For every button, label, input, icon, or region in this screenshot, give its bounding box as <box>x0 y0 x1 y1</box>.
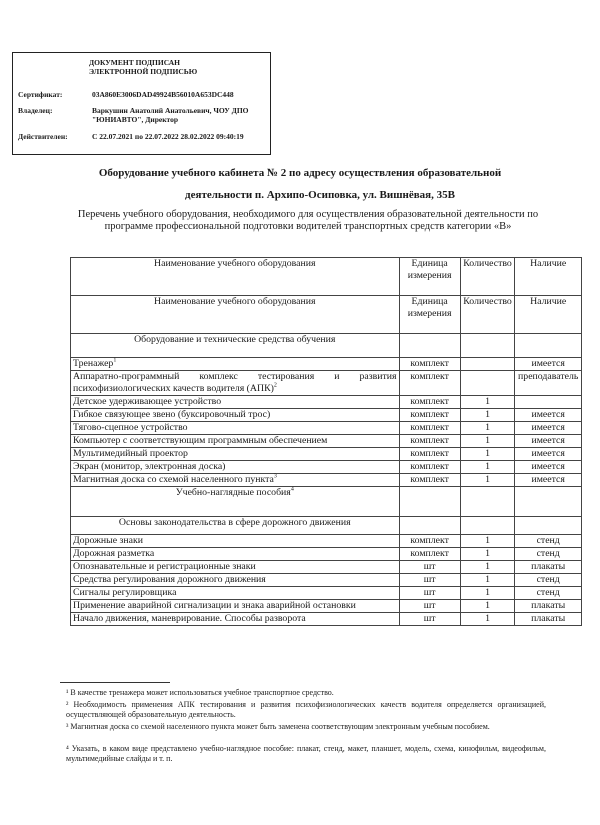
table-row <box>71 461 582 474</box>
empty-cell <box>399 517 460 535</box>
item-name-text: Дорожные знаки <box>73 535 143 546</box>
intro-paragraph: Перечень учебного оборудования, необходимого для осуществления образовательной деятельности по программе профессиональной подготовки водителей транспортных средств категории «В» <box>77 209 539 232</box>
item-name <box>71 422 400 435</box>
footnote-4: ⁴ Указать, в каком виде представлено учебно-наглядное пособие: плакат, стенд, макет, планшет, модель, схема, кинофильм, видеофильм, мультимедийные слайды и т. п. <box>66 744 546 763</box>
item-name <box>71 396 400 409</box>
item-unit: комплект <box>399 371 460 396</box>
footnote-ref: 4 <box>290 486 294 493</box>
item-avail: имеется <box>515 422 582 435</box>
item-avail: имеется <box>515 358 582 371</box>
item-avail: плакаты <box>515 561 582 574</box>
stamp-valid-value: С 22.07.2021 по 22.07.2022 28.02.2022 09:40:19 <box>92 132 244 141</box>
item-name-text: Аппаратно-программный комплекс тестирования и развития психофизиологических качеств водителя (АПК) <box>73 371 397 394</box>
item-avail: стенд <box>515 574 582 587</box>
table-row <box>71 371 582 396</box>
item-unit: комплект <box>399 396 460 409</box>
item-name-text: Опознавательные и регистрационные знаки <box>73 561 256 572</box>
stamp-line2: ЭЛЕКТРОННОЙ ПОДПИСЬЮ <box>89 67 198 76</box>
stamp-header <box>89 58 197 76</box>
item-avail: плакаты <box>515 613 582 626</box>
table-row <box>71 448 582 461</box>
item-name <box>71 561 400 574</box>
item-name-text: Применение аварийной сигнализации и знака аварийной остановки <box>73 600 356 611</box>
item-avail: стенд <box>515 587 582 600</box>
stamp-valid-label: Действителен: <box>18 132 68 141</box>
item-unit: шт <box>399 574 460 587</box>
item-name-text: Экран (монитор, электронная доска) <box>73 461 226 472</box>
footnote-ref: 1 <box>113 357 117 364</box>
item-name <box>71 448 400 461</box>
empty-cell <box>460 334 515 358</box>
item-name-text: Тягово-сцепное устройство <box>73 422 188 433</box>
header-row-repeat <box>71 296 582 334</box>
item-unit: шт <box>399 613 460 626</box>
section-row <box>71 487 582 517</box>
item-name <box>71 613 400 626</box>
section-row <box>71 334 582 358</box>
section-title-visual-aids <box>71 487 400 517</box>
signature-stamp <box>12 52 271 155</box>
footnote-ref: 2 <box>273 382 277 389</box>
footnote-1: ¹ В качестве тренажера может использоваться учебное транспортное средство. <box>66 688 334 697</box>
empty-cell <box>399 487 460 517</box>
header-name: Наименование учебного оборудования <box>71 296 400 334</box>
item-avail: преподаватель <box>515 371 582 396</box>
footnote-3: ³ Магнитная доска со схемой населенного пункта может быть заменена соответствующим электронным учебным пособием. <box>66 722 490 731</box>
table-row <box>71 561 582 574</box>
item-qty: 1 <box>460 600 515 613</box>
table-row <box>71 435 582 448</box>
item-avail: имеется <box>515 435 582 448</box>
item-unit: комплект <box>399 474 460 487</box>
table-row <box>71 474 582 487</box>
table-row <box>71 600 582 613</box>
empty-cell <box>515 334 582 358</box>
equipment-table <box>70 257 582 626</box>
item-qty: 1 <box>460 409 515 422</box>
header-qty: Количество <box>460 258 515 296</box>
stamp-cert-value: 03A860E3006DAD49924B56010A653DC448 <box>92 90 234 99</box>
item-name <box>71 535 400 548</box>
item-qty: 1 <box>460 561 515 574</box>
header-avail: Наличие <box>515 296 582 334</box>
stamp-line1: ДОКУМЕНТ ПОДПИСАН <box>89 58 180 67</box>
page-title-line1: Оборудование учебного кабинета № 2 по адресу осуществления образовательной <box>98 167 502 179</box>
item-unit: комплект <box>399 548 460 561</box>
item-unit: комплект <box>399 358 460 371</box>
stamp-cert-label: Сертификат: <box>18 90 63 99</box>
empty-cell <box>515 487 582 517</box>
empty-cell <box>460 487 515 517</box>
item-name-text: Детское удерживающее устройство <box>73 396 222 407</box>
item-name <box>71 548 400 561</box>
item-name-text: Компьютер с соответствующим программным обеспечением <box>73 435 328 446</box>
item-qty: 1 <box>460 396 515 409</box>
item-unit: шт <box>399 561 460 574</box>
empty-cell <box>460 517 515 535</box>
table-row <box>71 587 582 600</box>
stamp-owner-label: Владелец: <box>18 106 53 115</box>
footnote-separator <box>60 682 170 683</box>
item-name <box>71 461 400 474</box>
item-name-text: Мультимедийный проектор <box>73 448 188 459</box>
item-avail: имеется <box>515 474 582 487</box>
header-row <box>71 258 582 296</box>
item-qty: 1 <box>460 448 515 461</box>
item-qty: 1 <box>460 535 515 548</box>
item-qty <box>460 371 515 396</box>
item-qty: 1 <box>460 548 515 561</box>
item-unit: шт <box>399 600 460 613</box>
section-title-equipment: Оборудование и технические средства обучения <box>71 334 400 358</box>
item-name-text: Начало движения, маневрирование. Способы разворота <box>73 613 306 624</box>
item-name <box>71 600 400 613</box>
table-row <box>71 396 582 409</box>
empty-cell <box>399 334 460 358</box>
item-name <box>71 587 400 600</box>
table-row <box>71 548 582 561</box>
item-name-text: Гибкое связующее звено (буксировочный трос) <box>73 409 271 420</box>
table-row <box>71 358 582 371</box>
item-unit: комплект <box>399 448 460 461</box>
item-name <box>71 371 400 396</box>
item-name-text: Сигналы регулировщика <box>73 587 177 598</box>
item-name-text: Тренажер <box>73 358 114 369</box>
item-avail: плакаты <box>515 600 582 613</box>
section-title-legislation: Основы законодательства в сфере дорожного движения <box>71 517 400 535</box>
item-unit: комплект <box>399 435 460 448</box>
item-avail <box>515 396 582 409</box>
item-unit: комплект <box>399 409 460 422</box>
item-qty: 1 <box>460 613 515 626</box>
table-row <box>71 409 582 422</box>
empty-cell <box>515 517 582 535</box>
header-qty: Количество <box>460 296 515 334</box>
footnote-2: ² Необходимость применения АПК тестирования и развития психофизиологических качеств водителя определяется организацией, осуществляющей образовательную деятельность. <box>66 700 546 719</box>
item-avail: стенд <box>515 548 582 561</box>
section-row <box>71 517 582 535</box>
item-name-text: Дорожная разметка <box>73 548 155 559</box>
item-name <box>71 435 400 448</box>
table-row <box>71 422 582 435</box>
item-name <box>71 474 400 487</box>
item-unit: шт <box>399 587 460 600</box>
item-unit: комплект <box>399 461 460 474</box>
item-name-text: Средства регулирования дорожного движения <box>73 574 266 585</box>
footnote-ref: 3 <box>273 473 277 480</box>
page-title-line2: деятельности п. Архипо-Осиповка, ул. Вишнёвая, 35В <box>185 189 455 201</box>
section-title-text: Учебно-наглядные пособия <box>175 487 291 498</box>
item-qty: 1 <box>460 474 515 487</box>
item-name <box>71 574 400 587</box>
item-unit: комплект <box>399 535 460 548</box>
header-unit: Единица измерения <box>399 258 460 296</box>
item-qty: 1 <box>460 422 515 435</box>
table-row <box>71 535 582 548</box>
item-avail: имеется <box>515 409 582 422</box>
table-row <box>71 613 582 626</box>
item-avail: стенд <box>515 535 582 548</box>
header-avail: Наличие <box>515 258 582 296</box>
item-qty: 1 <box>460 461 515 474</box>
table-row <box>71 574 582 587</box>
header-name: Наименование учебного оборудования <box>71 258 400 296</box>
item-name <box>71 358 400 371</box>
header-unit: Единица измерения <box>399 296 460 334</box>
stamp-owner-value: Варкушин Анатолий Анатольевич, ЧОУ ДПО "ЮНИАВТО", Директор <box>92 106 249 124</box>
item-qty: 1 <box>460 435 515 448</box>
item-name-text: Магнитная доска со схемой населенного пункта <box>73 474 274 485</box>
item-avail: имеется <box>515 461 582 474</box>
item-qty <box>460 358 515 371</box>
item-name <box>71 409 400 422</box>
item-avail: имеется <box>515 448 582 461</box>
item-qty: 1 <box>460 587 515 600</box>
item-qty: 1 <box>460 574 515 587</box>
item-unit: комплект <box>399 422 460 435</box>
